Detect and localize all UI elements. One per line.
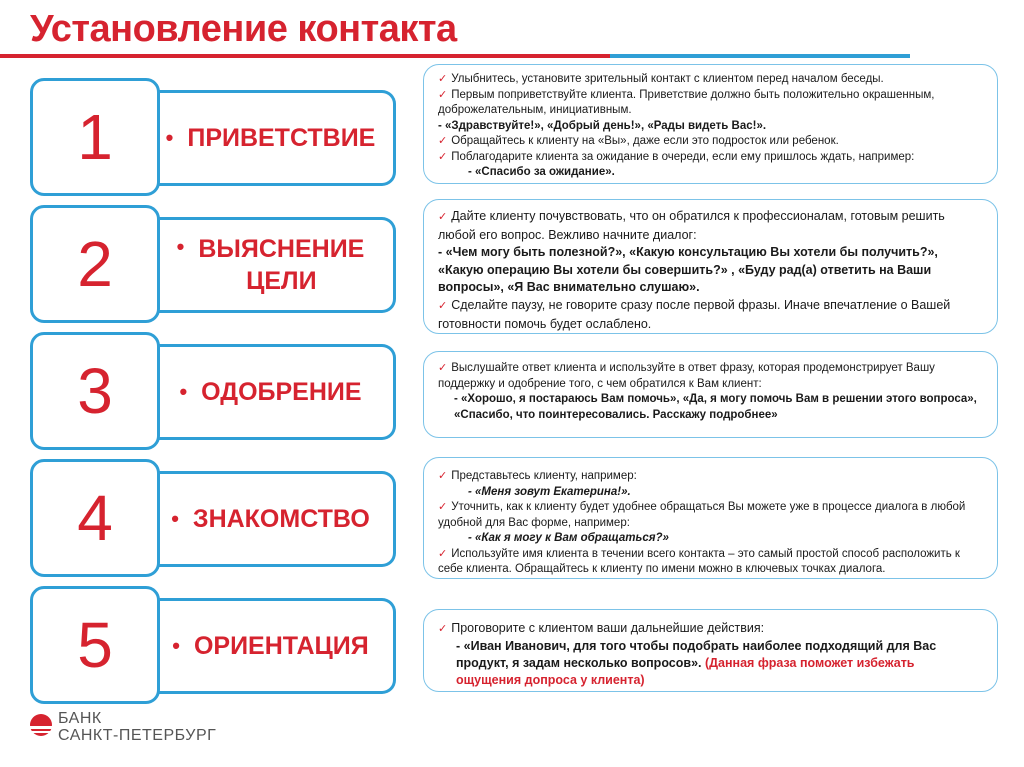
check-icon: ✓ [438, 362, 448, 374]
step-1-number-box [30, 78, 160, 196]
step-5-label-box [148, 598, 396, 694]
check-icon: ✓ [438, 73, 448, 85]
bank-logo-line2: САНКТ-ПЕТЕРБУРГ [58, 727, 217, 744]
bullet-icon: • [176, 234, 185, 259]
check-icon: ✓ [438, 150, 448, 163]
step-2-label-box [148, 217, 396, 313]
step-2-label: ВЫЯСНЕНИЕ ЦЕЛИ [198, 235, 365, 295]
check-icon: ✓ [438, 135, 448, 147]
step-1-number: 1 [77, 101, 113, 173]
check-icon: ✓ [438, 470, 448, 482]
bullet-icon: • [165, 125, 174, 150]
step-3-number-box [30, 332, 160, 450]
title-underline-accent [610, 54, 910, 58]
step-2-description: ✓ Дайте клиенту почувствовать, что он обратился к профессионалам, готовым решить любой его вопрос. Вежливо начните диалог: - «Чем могу быть полезной?», «Какую консультацию Вы хотели бы получить?», «Какую операцию Вы хотели бы совершить?» , «Буду рад(а) ответить на Ваши вопросы», «Я Вас внимательно слушаю». ✓ Сделайте паузу, не говорите сразу после первой фразы. Иначе впечатление о Вашей готовности помочь будет ослаблено. [423, 199, 998, 334]
bullet-icon: • [179, 379, 188, 404]
step-4-description: ✓ Представьтесь клиенту, например: - «Меня зовут Екатерина!». ✓ Уточнить, как к клиенту будет удобнее обращаться Вы можете уже в процессе диалога в любой удобной для Вас форме, например: - «Как я могу к Вам обращаться?» ✓ Используйте имя клиента в течении всего контакта – это самый простой способ расположить к себе клиента. Обращайтесь к клиенту по имени можно в ключевых точках диалога. [423, 457, 998, 579]
check-icon: ✓ [438, 299, 448, 312]
title-underline [0, 54, 610, 58]
step-4-label-box [148, 471, 396, 567]
step-4-number-box [30, 459, 160, 577]
bullet-icon: • [171, 506, 179, 531]
step-2-number: 2 [77, 228, 113, 300]
step-3-label: ОДОБРЕНИЕ [201, 378, 362, 406]
page-title: Установление контакта [30, 8, 457, 50]
check-icon: ✓ [438, 547, 448, 560]
check-icon: ✓ [438, 501, 448, 513]
bullet-icon: • [172, 633, 180, 658]
check-icon: ✓ [438, 88, 448, 101]
step-3-label-box [148, 344, 396, 440]
check-icon: ✓ [438, 623, 448, 635]
bank-logo-line1: БАНК [58, 710, 102, 727]
step-3-description: ✓ Выслушайте ответ клиента и используйте в ответ фразу, которая продемонстрирует Вашу поддержку и одобрение того, с чем обратился к Вам клиент: - «Хорошо, я постараюсь Вам помочь», «Да, я могу помочь Вам в решении этого вопроса», «Спасибо, что поинтересовались. Расскажу подробнее» [423, 351, 998, 438]
step-1-label-box [148, 90, 396, 186]
step-5-description: ✓ Проговорите с клиентом ваши дальнейшие действия: - «Иван Иванович, для того чтобы подобрать наиболее подходящий для Вас продукт, я задам несколько вопросов». (Данная фраза поможет избежать ощущения допроса у клиента) [423, 609, 998, 692]
step-4-label: ЗНАКОМСТВО [192, 505, 370, 533]
step-1-description: ✓ Улыбнитесь, установите зрительный контакт с клиентом перед началом беседы. ✓ Первым поприветствуйте клиента. Приветствие должно быть положительно окрашенным, доброжелательным, инициативным. - «Здравствуйте!», «Добрый день!», «Рады видеть Вас!». ✓ Обращайтесь к клиенту на «Вы», даже если это подросток или ребенок. ✓ Поблагодарите клиента за ожидание в очереди, если ему пришлось ждать, например: - «Спасибо за ожидание». [423, 64, 998, 184]
step-5-label: ОРИЕНТАЦИЯ [193, 632, 369, 660]
step-5-number-box [30, 586, 160, 704]
step-4-number: 4 [77, 482, 113, 554]
step-2-number-box [30, 205, 160, 323]
check-icon: ✓ [438, 211, 448, 223]
step-3-number: 3 [77, 355, 113, 427]
step-5-number: 5 [77, 609, 113, 681]
step-1-label: ПРИВЕТСТВИЕ [187, 124, 376, 152]
